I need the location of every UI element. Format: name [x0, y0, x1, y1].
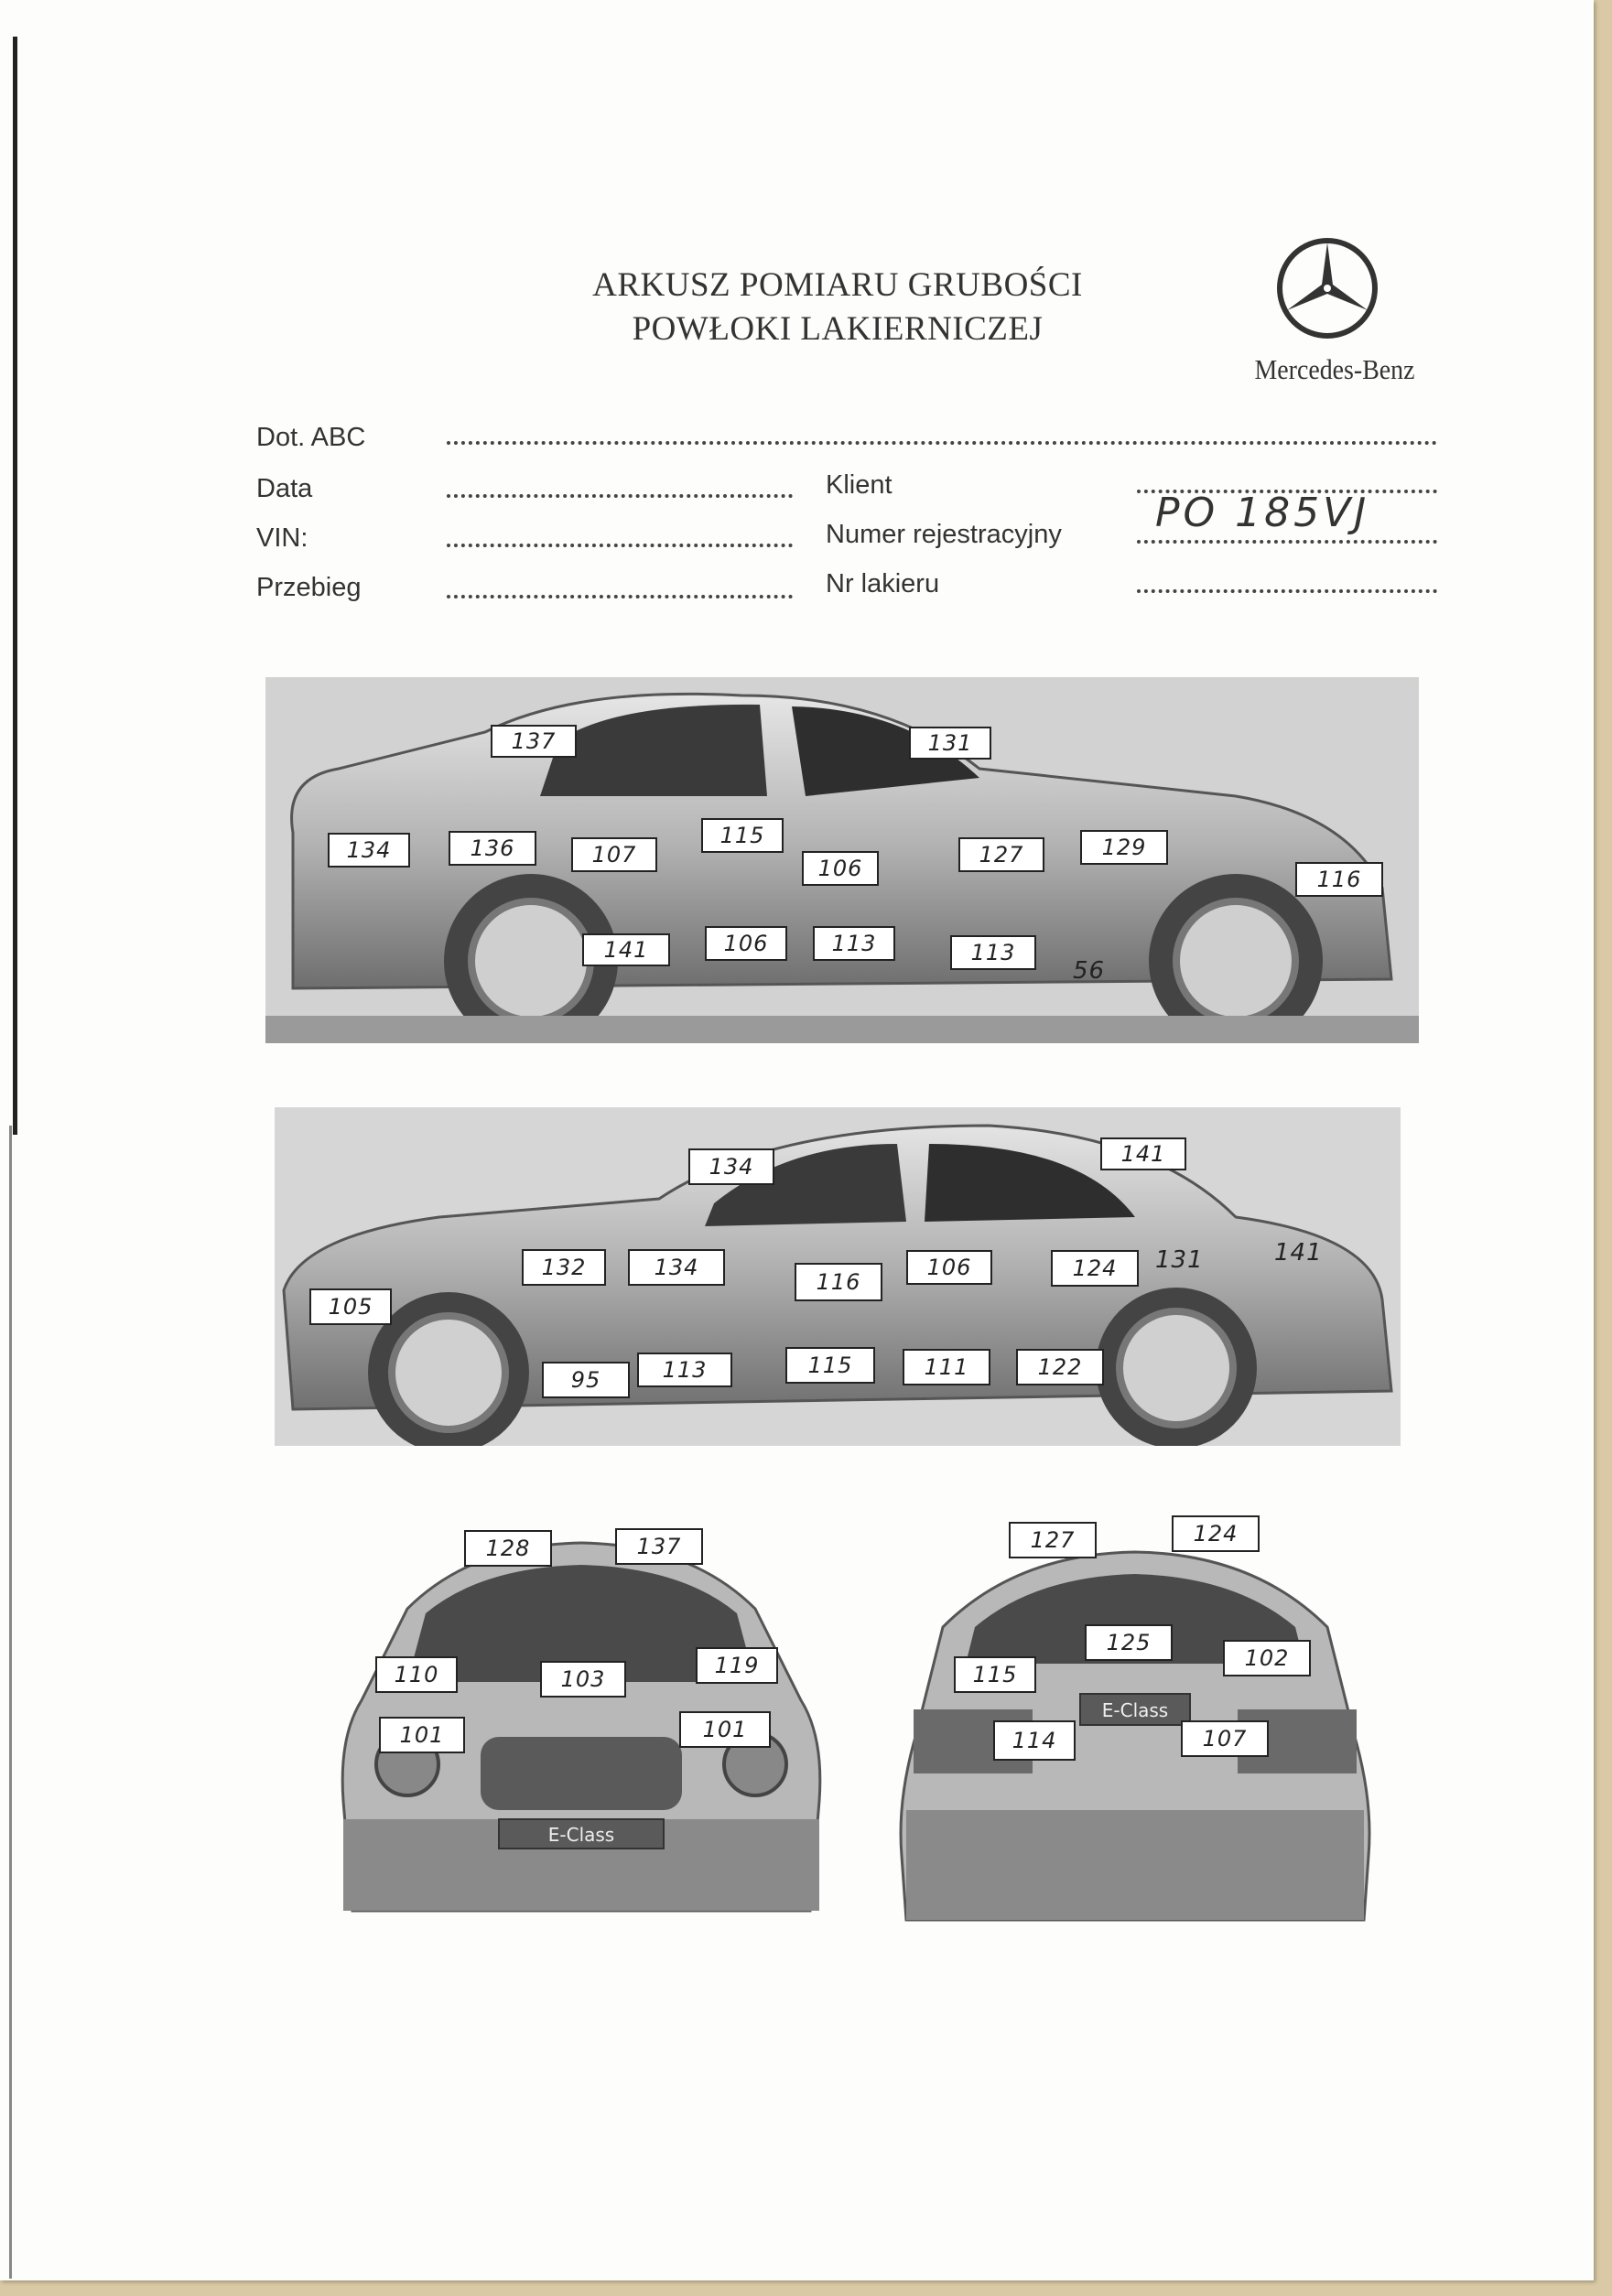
- measurement-box: 122: [1016, 1349, 1104, 1385]
- measurement-box: 101: [379, 1717, 465, 1753]
- title-line-1: ARKUSZ POMIARU GRUBOŚCI: [592, 266, 1083, 304]
- measurement-box: 132: [522, 1249, 606, 1286]
- measurement-box: 116: [1295, 862, 1383, 897]
- measurement-box: 127: [1009, 1522, 1097, 1558]
- front-plate: E-Class: [547, 1824, 615, 1846]
- measurement-box: 105: [309, 1288, 392, 1325]
- measurement-box: 125: [1085, 1624, 1173, 1661]
- klient-label: Klient: [826, 470, 893, 500]
- dot-field[interactable]: [447, 441, 1437, 445]
- measurement-box: 137: [491, 725, 577, 758]
- title-line-2: POWŁOKI LAKIERNICZEJ: [632, 310, 1044, 348]
- measurement-box: 106: [802, 851, 879, 886]
- measurement-box: 129: [1080, 830, 1168, 865]
- numer-rejestracyjny-field[interactable]: [1137, 540, 1437, 544]
- measurement-text: 141: [1274, 1239, 1323, 1267]
- measurement-box: 101: [679, 1711, 771, 1748]
- dot-label: Dot. ABC: [256, 423, 366, 452]
- measurement-box: 131: [909, 727, 991, 760]
- scan-edge: [13, 37, 17, 1135]
- measurement-box: 107: [1181, 1720, 1269, 1757]
- car-rear-view: [888, 1526, 1382, 1929]
- measurement-box: 116: [795, 1263, 882, 1301]
- nr-lakieru-field[interactable]: [1137, 589, 1437, 593]
- measurement-box: 113: [637, 1353, 732, 1387]
- measurement-box: 102: [1223, 1640, 1311, 1676]
- data-label: Data: [256, 474, 313, 503]
- document-title: [540, 264, 1135, 351]
- measurement-box: 113: [813, 926, 895, 961]
- measurement-box: 103: [540, 1661, 626, 1698]
- data-field[interactable]: [447, 494, 793, 498]
- measurement-box: 136: [449, 831, 536, 866]
- measurement-text: 131: [1155, 1246, 1204, 1274]
- measurement-box: 134: [688, 1148, 774, 1185]
- measurement-box: 128: [464, 1530, 552, 1567]
- przebieg-label: Przebieg: [256, 573, 362, 602]
- measurement-box: 115: [954, 1656, 1036, 1693]
- numer-rejestracyjny-label: Numer rejestracyjny: [826, 520, 1062, 549]
- measurement-box: 107: [571, 837, 657, 872]
- measurement-box: 141: [582, 933, 670, 966]
- measurement-box: 114: [993, 1720, 1076, 1761]
- measurement-box: 124: [1051, 1250, 1139, 1287]
- measurement-box: 127: [958, 837, 1044, 872]
- measurement-box: 115: [785, 1347, 875, 1384]
- measurement-box: 124: [1172, 1515, 1260, 1552]
- measurement-box: 115: [701, 818, 784, 853]
- measurement-box: 95: [542, 1362, 630, 1398]
- przebieg-field[interactable]: [447, 595, 793, 598]
- scan-edge-lower: [9, 1126, 12, 2279]
- measurement-box: 111: [903, 1349, 990, 1385]
- measurement-box: 110: [375, 1656, 458, 1693]
- nr-lakieru-label: Nr lakieru: [826, 569, 940, 598]
- measurement-box: 137: [615, 1528, 703, 1565]
- brand-name: Mercedes-Benz: [1254, 353, 1415, 385]
- mercedes-star-icon: [1272, 233, 1382, 343]
- measurement-box: 106: [906, 1250, 992, 1285]
- measurement-box: 141: [1100, 1137, 1186, 1170]
- measurement-box: 113: [950, 935, 1036, 970]
- vin-label: VIN:: [256, 523, 308, 553]
- numer-rejestracyjny-value: PO 185VJ: [1155, 490, 1370, 536]
- vin-field[interactable]: [447, 544, 793, 547]
- measurement-box: 106: [705, 926, 787, 961]
- measurement-box: 119: [696, 1647, 778, 1684]
- measurement-text: 56: [1073, 957, 1106, 985]
- rear-plate: E-Class: [1101, 1699, 1169, 1721]
- measurement-box: 134: [628, 1249, 725, 1286]
- measurement-box: 134: [328, 833, 410, 868]
